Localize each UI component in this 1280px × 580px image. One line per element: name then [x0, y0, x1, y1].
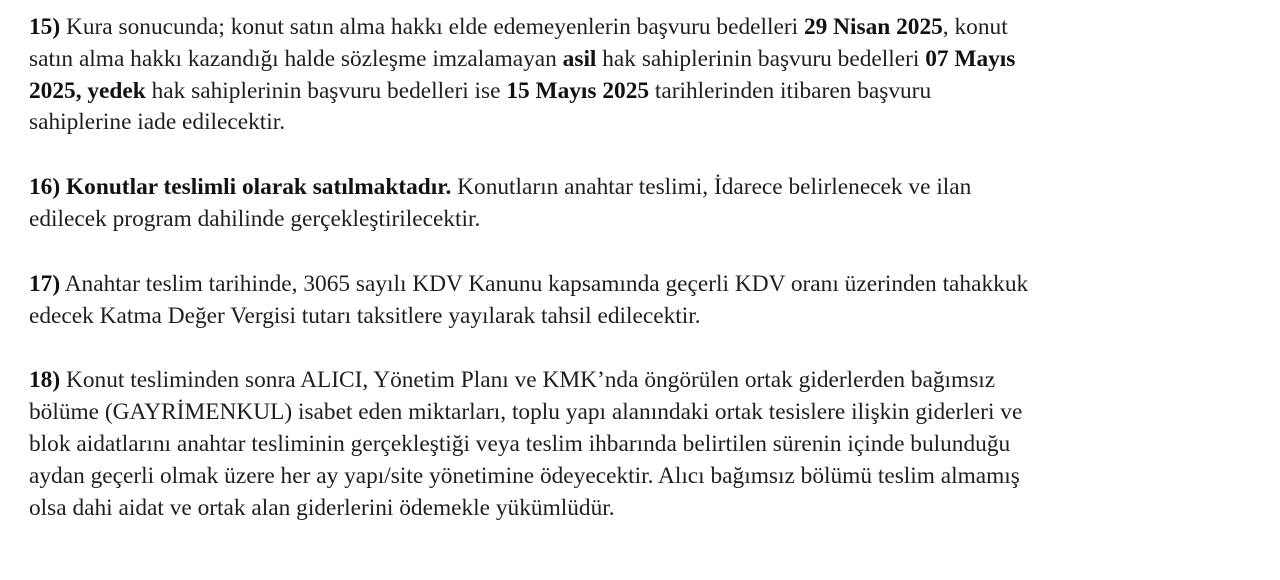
text-run: tarihlerinden itibaren başvuru: [649, 77, 932, 104]
paragraph-18: [29, 365, 1259, 524]
paragraph-line: [29, 204, 1255, 236]
paragraph-number: 16): [29, 174, 61, 201]
text-run: hak sahiplerinin başvuru bedelleri ise: [145, 77, 507, 104]
paragraph-line: [29, 397, 1255, 429]
bold-text-run: 29 Nisan 2025: [803, 14, 943, 40]
paragraph-number: 15): [29, 14, 61, 40]
document-body: [29, 12, 1259, 524]
bold-text-run: asil: [562, 45, 597, 72]
bold-text-run: 15 Mayıs 2025: [506, 77, 650, 104]
paragraph-17: [29, 269, 1259, 333]
text-run: aydan geçerli olmak üzere her ay yapı/site yönetimine ödeyecektir. Alıcı bağımsız bölümü teslim almamış: [29, 462, 1020, 489]
text-run: bölüme (GAYRİMENKUL) isabet eden miktarları, toplu yapı alanındaki ortak tesislere ilişkin giderleri ve: [29, 399, 1023, 426]
text-run: sahiplerine iade edilecektir.: [29, 109, 286, 136]
paragraph-line: [29, 301, 1255, 333]
text-run: Kura sonucunda; konut satın alma hakkı elde edemeyenlerin başvuru bedelleri: [65, 14, 804, 40]
text-run: edilecek program dahilinde gerçekleştirilecektir.: [29, 205, 481, 232]
text-run: , konut: [942, 14, 1008, 40]
text-run: satın alma hakkı kazandığı halde sözleşme imzalamayan: [29, 45, 563, 72]
paragraph-line: [29, 269, 1255, 301]
paragraph-line: [29, 44, 1255, 76]
paragraph-number: 17): [29, 270, 61, 297]
text-run: blok aidatlarını anahtar tesliminin gerçekleştiği veya teslim ihbarında belirtilen sürenin içinde bulunduğu: [29, 430, 1011, 457]
paragraph-15: [29, 12, 1259, 139]
paragraph-line: [29, 76, 1255, 108]
paragraph-line: [29, 461, 1255, 493]
paragraph-number: 18): [29, 367, 61, 394]
paragraph-16: [29, 172, 1259, 236]
text-run: Konut tesliminden sonra ALICI, Yönetim Planı ve KMK’nda öngörülen ortak giderlerden bağımsız: [65, 367, 996, 394]
paragraph-line: [29, 429, 1255, 461]
paragraph-line: [29, 107, 1255, 139]
paragraph-line: [29, 493, 1255, 525]
bold-text-run: 2025, yedek: [29, 77, 146, 104]
bold-text-run: Konutlar teslimli olarak satılmaktadır.: [65, 174, 452, 201]
paragraph-line: [29, 172, 1255, 204]
text-run: olsa dahi aidat ve ortak alan giderlerini ödemekle yükümlüdür.: [29, 494, 615, 521]
paragraph-line: [29, 12, 1255, 44]
paragraph-line: [29, 365, 1255, 397]
text-run: Konutların anahtar teslimi, İdarece belirlenecek ve ilan: [451, 174, 972, 201]
text-run: hak sahiplerinin başvuru bedelleri: [596, 45, 926, 72]
bold-text-run: 07 Mayıs: [925, 45, 1016, 72]
text-run: Anahtar teslim tarihinde, 3065 sayılı KDV Kanunu kapsamında geçerli KDV oranı üzerinden tahakkuk: [64, 270, 1029, 297]
text-run: edecek Katma Değer Vergisi tutarı taksitlere yayılarak tahsil edilecektir.: [29, 302, 701, 329]
